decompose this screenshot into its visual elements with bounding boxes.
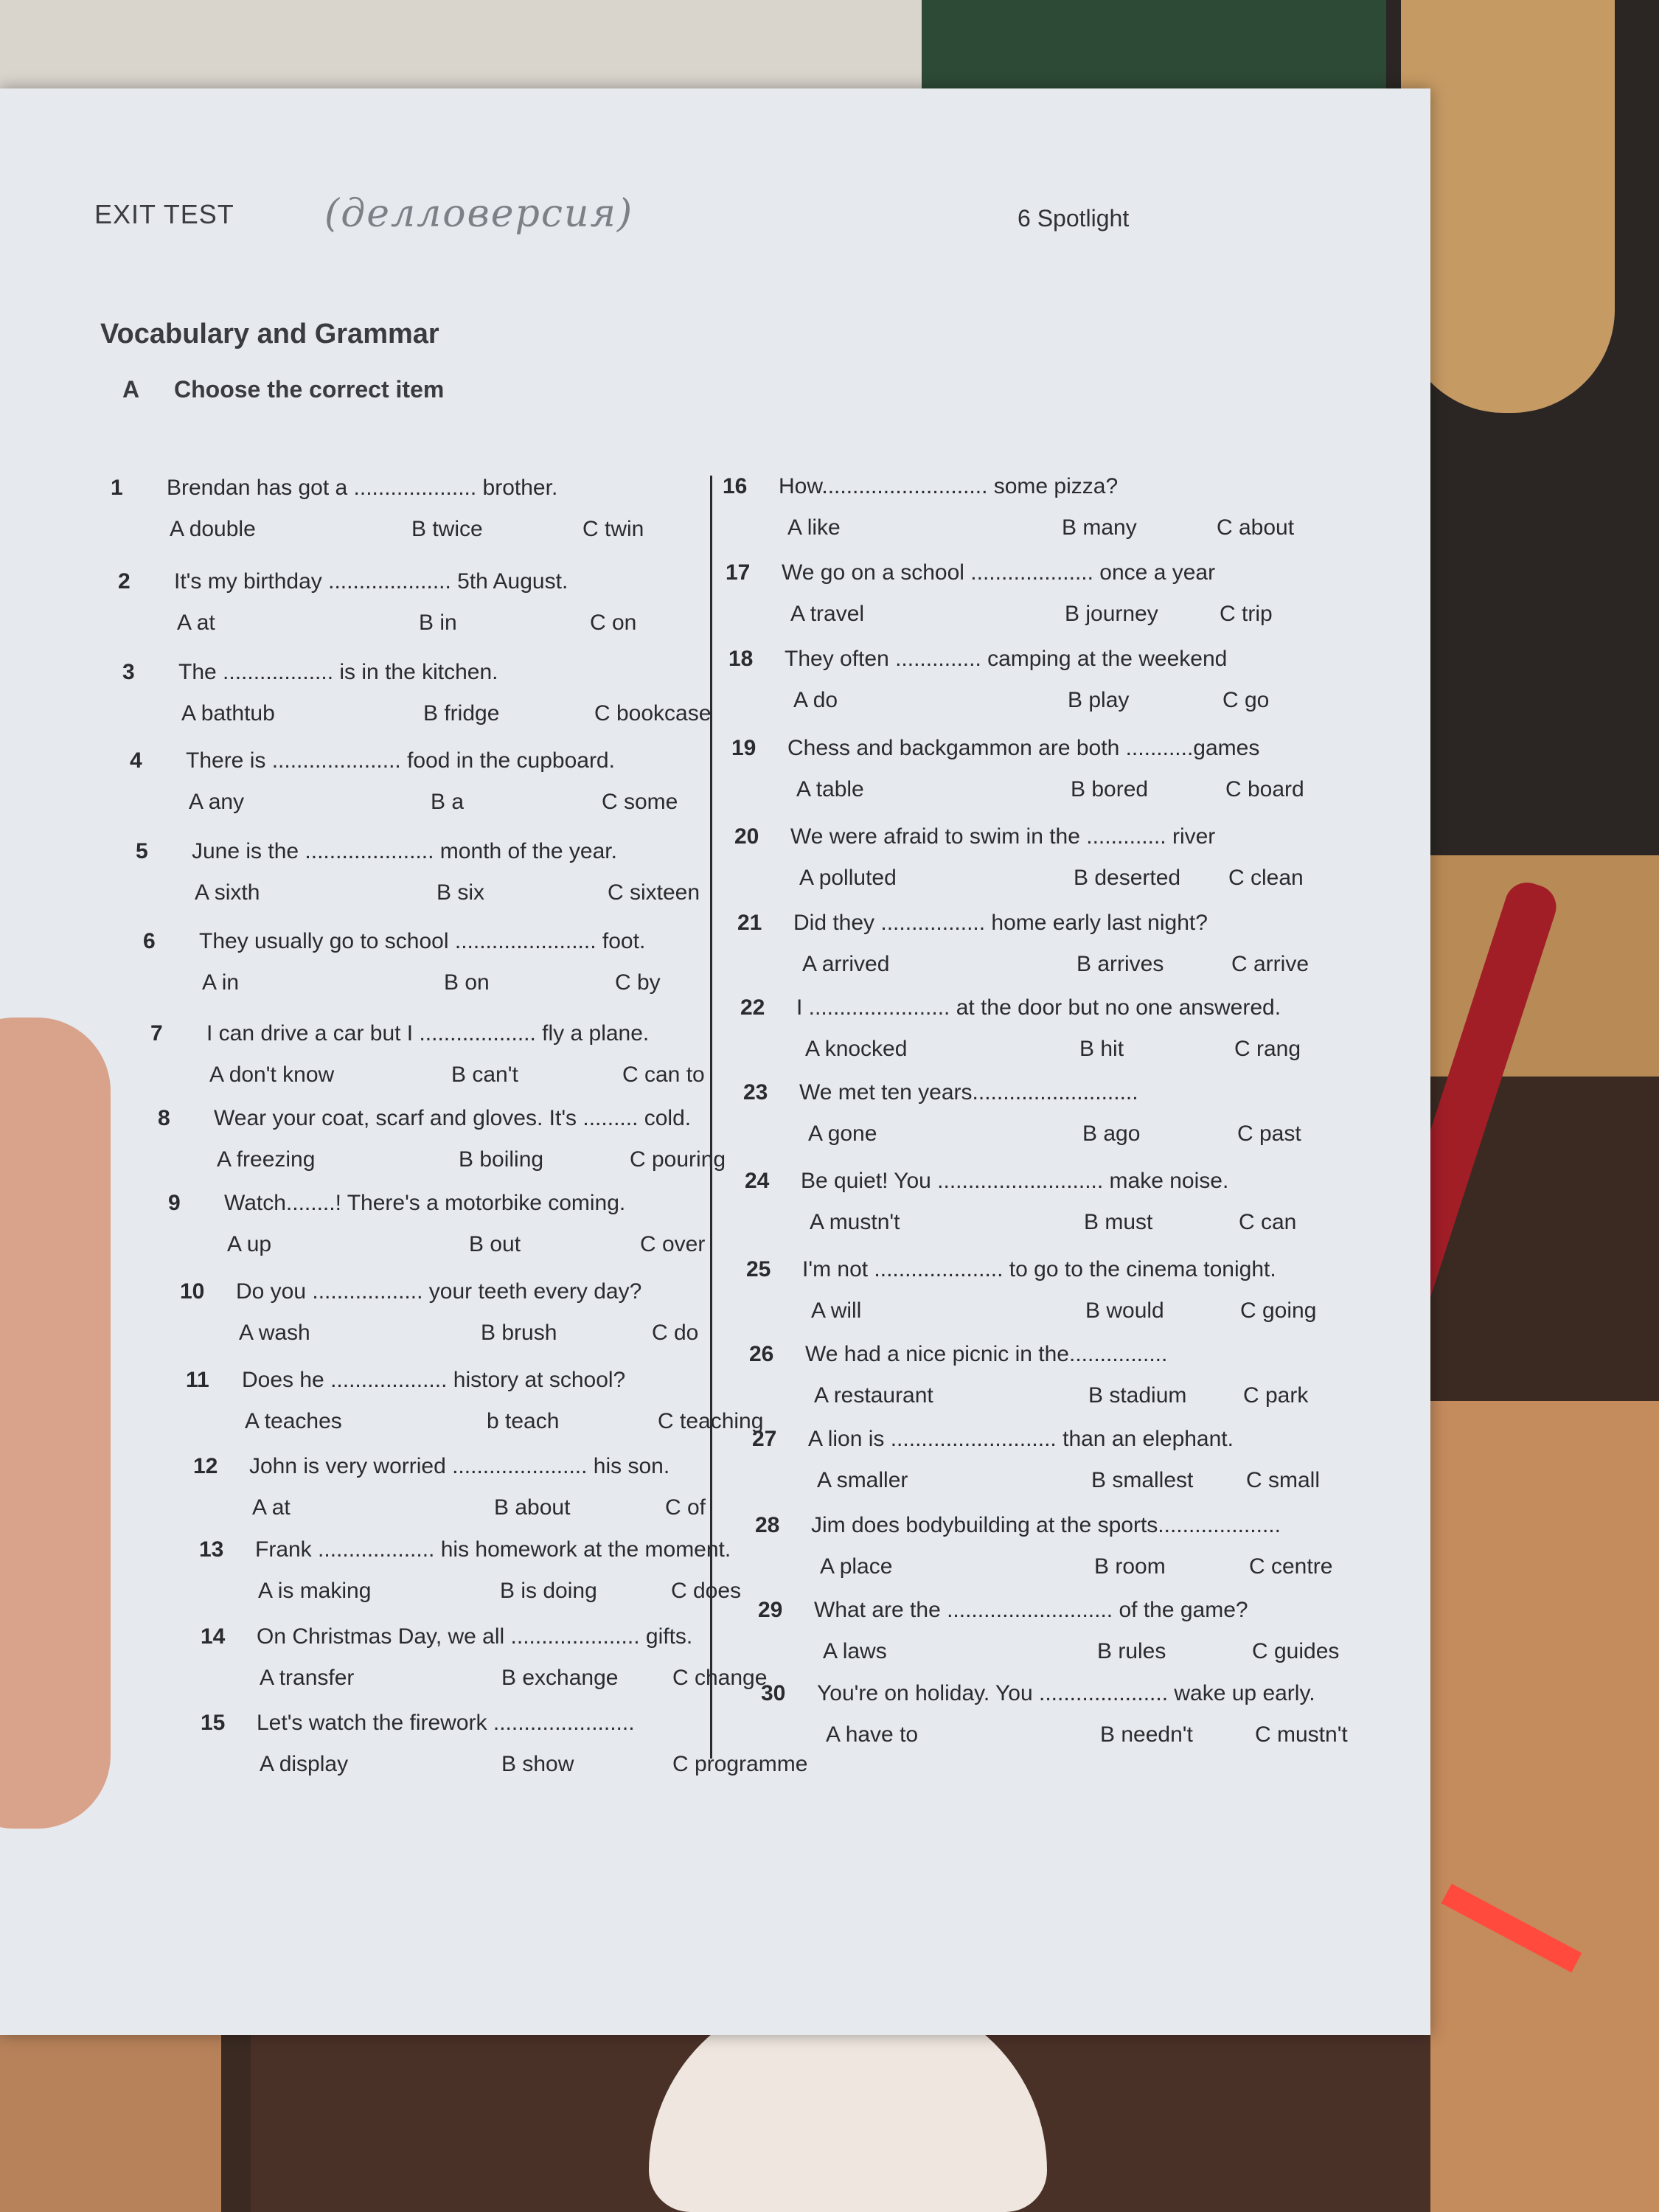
task-letter: A (122, 376, 140, 403)
answer-option-c[interactable]: C arrive (1231, 952, 1310, 976)
answer-option-b[interactable]: B boiling (459, 1147, 544, 1172)
answer-option-b[interactable]: B show (501, 1752, 574, 1776)
test-paper (0, 88, 1430, 2035)
question-number: 2 (118, 569, 131, 594)
answer-option-a[interactable]: A bathtub (181, 701, 275, 726)
question-stem: Did they ................. home early last night? (793, 911, 1208, 935)
question-18 (728, 647, 1304, 720)
question-11 (186, 1368, 764, 1441)
question-2 (118, 569, 693, 643)
question-stem: It's my birthday .................... 5th August. (174, 569, 568, 594)
answer-option-b[interactable]: B can't (451, 1062, 518, 1087)
answer-option-c[interactable]: C guides (1252, 1639, 1340, 1663)
question-number: 13 (199, 1537, 224, 1562)
question-number: 17 (726, 560, 751, 585)
question-5 (136, 839, 711, 913)
answer-option-a[interactable]: A knocked (805, 1037, 908, 1061)
answer-option-a[interactable]: A double (170, 517, 256, 541)
answer-option-a[interactable]: A up (227, 1232, 272, 1256)
answer-option-c[interactable]: C trip (1220, 602, 1273, 626)
answer-option-c[interactable]: C go (1222, 688, 1270, 712)
answer-option-a[interactable]: A smaller (817, 1468, 908, 1492)
answer-option-c[interactable]: C clean (1228, 866, 1304, 890)
answer-option-c[interactable]: C programme (672, 1752, 808, 1776)
question-number: 5 (136, 839, 148, 863)
answer-option-a[interactable]: A transfer (260, 1666, 355, 1690)
answer-option-b[interactable]: B hit (1079, 1037, 1124, 1061)
answer-option-b[interactable]: b teach (487, 1409, 560, 1433)
question-number: 7 (150, 1021, 163, 1046)
question-17 (726, 560, 1301, 634)
answer-option-c[interactable]: C mustn't (1255, 1722, 1348, 1747)
answer-option-c[interactable]: C can (1239, 1210, 1297, 1234)
question-stem: I'm not ..................... to go to the cinema tonight. (802, 1257, 1276, 1281)
question-15 (201, 1711, 808, 1784)
question-23 (743, 1080, 1318, 1154)
question-13 (199, 1537, 774, 1611)
section-title: Vocabulary and Grammar (100, 319, 439, 349)
answer-option-b[interactable]: B six (437, 880, 485, 905)
question-number: 19 (731, 736, 757, 760)
background-hair (1401, 0, 1615, 413)
question-stem: Frank ................... his homework at the moment. (255, 1537, 731, 1562)
answer-option-a[interactable]: A is making (258, 1579, 372, 1603)
question-number: 23 (743, 1080, 768, 1105)
question-number: 21 (737, 911, 762, 935)
answer-option-b[interactable]: B rules (1097, 1639, 1166, 1663)
question-26 (749, 1342, 1324, 1416)
answer-option-b[interactable]: B stadium (1088, 1383, 1187, 1408)
question-number: 28 (755, 1513, 780, 1537)
answer-option-c[interactable]: C of (665, 1495, 706, 1520)
question-stem: The .................. is in the kitchen. (178, 660, 498, 684)
question-number: 12 (193, 1454, 218, 1478)
answer-option-b[interactable]: B out (469, 1232, 521, 1256)
question-9 (168, 1191, 743, 1265)
answer-option-a[interactable]: A do (793, 688, 838, 712)
answer-option-a[interactable]: A like (787, 515, 841, 540)
question-number: 27 (752, 1427, 777, 1451)
answer-option-b[interactable]: B fridge (423, 701, 500, 726)
answer-option-b[interactable]: B on (444, 970, 490, 995)
answer-option-a[interactable]: A travel (790, 602, 865, 626)
answer-option-c[interactable]: C teaching (658, 1409, 764, 1433)
question-4 (130, 748, 705, 822)
answer-option-b[interactable]: B exchange (501, 1666, 619, 1690)
answer-option-c[interactable]: C over (640, 1232, 706, 1256)
question-number: 18 (728, 647, 754, 671)
question-number: 20 (734, 824, 759, 849)
question-number: 22 (740, 995, 765, 1020)
answer-option-c[interactable]: C about (1217, 515, 1295, 540)
answer-option-a[interactable]: A wash (239, 1321, 310, 1345)
question-22 (740, 995, 1315, 1069)
question-number: 9 (168, 1191, 181, 1215)
answer-option-c[interactable]: C pouring (630, 1147, 726, 1172)
question-stem: Brendan has got a .................... brother. (167, 476, 558, 500)
question-stem: Watch........! There's a motorbike coming. (224, 1191, 626, 1215)
answer-option-a[interactable]: A have to (826, 1722, 919, 1747)
question-stem: We had a nice picnic in the................ (805, 1342, 1168, 1366)
answer-option-a[interactable]: A gone (808, 1121, 877, 1146)
question-number: 25 (746, 1257, 771, 1281)
question-stem: Do you .................. your teeth every day? (236, 1279, 642, 1304)
question-12 (193, 1454, 768, 1528)
question-stem: On Christmas Day, we all ..................... gifts. (257, 1624, 693, 1649)
answer-option-c[interactable]: C centre (1249, 1554, 1333, 1579)
question-stem: June is the ..................... month of the year. (192, 839, 617, 863)
answer-option-b[interactable]: B brush (481, 1321, 557, 1345)
answer-option-c[interactable]: C bookcase (594, 701, 712, 726)
question-stem: They often .............. camping at the weekend (785, 647, 1228, 671)
question-stem: Jim does bodybuilding at the sports.................... (811, 1513, 1281, 1537)
answer-option-b[interactable]: B must (1084, 1210, 1153, 1234)
question-1 (111, 476, 686, 549)
question-stem: You're on holiday. You ..................... wake up early. (817, 1681, 1315, 1705)
answer-option-b[interactable]: B needn't (1100, 1722, 1193, 1747)
answer-option-c[interactable]: C park (1243, 1383, 1309, 1408)
question-21 (737, 911, 1312, 984)
question-stem: Be quiet! You ........................... make noise. (801, 1169, 1229, 1193)
question-stem: We go on a school .................... once a year (782, 560, 1216, 585)
answer-option-c[interactable]: C some (602, 790, 678, 814)
question-stem: We were afraid to swim in the ............. river (790, 824, 1216, 849)
question-27 (752, 1427, 1327, 1500)
question-number: 3 (122, 660, 135, 684)
answer-option-c[interactable]: C going (1240, 1298, 1317, 1323)
question-stem: I can drive a car but I ................... fly a plane. (206, 1021, 650, 1046)
answer-option-b[interactable]: B bored (1071, 777, 1149, 801)
answer-option-a[interactable]: A polluted (799, 866, 897, 890)
question-number: 14 (201, 1624, 226, 1649)
answer-option-a[interactable]: A don't know (209, 1062, 335, 1087)
question-stem: Wear your coat, scarf and gloves. It's ......... cold. (214, 1106, 692, 1130)
answer-option-b[interactable]: B many (1062, 515, 1137, 540)
answer-option-a[interactable]: A will (811, 1298, 862, 1323)
answer-option-c[interactable]: C twin (582, 517, 644, 541)
answer-option-a[interactable]: A laws (823, 1639, 887, 1663)
question-number: 11 (186, 1368, 209, 1392)
answer-option-b[interactable]: B smallest (1091, 1468, 1194, 1492)
answer-option-b[interactable]: B deserted (1074, 866, 1181, 890)
question-stem: They usually go to school ....................... foot. (199, 929, 646, 953)
question-25 (746, 1257, 1321, 1331)
question-stem: I ....................... at the door but no one answered. (796, 995, 1281, 1020)
answer-option-a[interactable]: A restaurant (814, 1383, 933, 1408)
test-title: EXIT TEST (94, 199, 234, 229)
answer-option-b[interactable]: B is doing (500, 1579, 597, 1603)
question-number: 16 (723, 474, 748, 498)
question-stem: John is very worried ...................... his son. (249, 1454, 670, 1478)
question-14 (201, 1624, 776, 1698)
background-desk-right (1401, 1401, 1659, 2212)
answer-option-b[interactable]: B about (494, 1495, 571, 1520)
answer-option-a[interactable]: A any (189, 790, 245, 814)
question-29 (758, 1598, 1340, 1672)
answer-option-a[interactable]: A place (820, 1554, 893, 1579)
answer-option-c[interactable]: C can to (622, 1062, 705, 1087)
question-19 (731, 736, 1307, 810)
answer-option-c[interactable]: C past (1237, 1121, 1301, 1146)
answer-option-a[interactable]: A display (260, 1752, 349, 1776)
question-number: 8 (158, 1106, 170, 1130)
answer-option-c[interactable]: C board (1225, 777, 1304, 801)
answer-option-a[interactable]: A at (252, 1495, 291, 1520)
answer-option-a[interactable]: A teaches (245, 1409, 342, 1433)
answer-option-a[interactable]: A table (796, 777, 864, 801)
question-stem: Does he ................... history at school? (242, 1368, 626, 1392)
answer-option-c[interactable]: C on (590, 611, 637, 635)
question-number: 30 (761, 1681, 786, 1705)
handwritten-note: (делловерсия) (324, 192, 634, 236)
question-20 (734, 824, 1310, 898)
question-number: 1 (111, 476, 123, 500)
answer-option-c[interactable]: C change (672, 1666, 768, 1690)
answer-option-b[interactable]: B journey (1065, 602, 1158, 626)
question-number: 4 (130, 748, 142, 773)
answer-option-a[interactable]: A in (202, 970, 240, 995)
answer-option-b[interactable]: B in (419, 611, 457, 635)
answer-option-c[interactable]: C sixteen (608, 880, 700, 905)
question-number: 6 (143, 929, 156, 953)
question-8 (158, 1106, 733, 1180)
background-hand (0, 1018, 111, 1829)
answer-option-c[interactable]: C by (615, 970, 661, 995)
course-level: 6 Spotlight (1018, 205, 1130, 232)
question-stem: What are the ........................... of the game? (814, 1598, 1248, 1622)
question-6 (143, 929, 718, 1003)
answer-option-b[interactable]: B arrives (1077, 952, 1164, 976)
question-28 (755, 1513, 1333, 1587)
answer-option-a[interactable]: A freezing (217, 1147, 316, 1172)
question-stem: We met ten years........................... (799, 1080, 1138, 1105)
answer-option-b[interactable]: B ago (1082, 1121, 1141, 1146)
answer-option-b[interactable]: B twice (411, 517, 483, 541)
question-24 (745, 1169, 1320, 1242)
answer-option-b[interactable]: B play (1068, 688, 1130, 712)
question-30 (761, 1681, 1348, 1755)
answer-option-b[interactable]: B would (1085, 1298, 1164, 1323)
question-number: 24 (745, 1169, 770, 1193)
question-stem: A lion is ........................... than an elephant. (808, 1427, 1234, 1451)
answer-option-a[interactable]: A arrived (802, 952, 890, 976)
answer-option-a[interactable]: A mustn't (810, 1210, 900, 1234)
question-16 (723, 474, 1298, 548)
answer-option-c[interactable]: C does (671, 1579, 742, 1603)
question-number: 10 (180, 1279, 205, 1304)
answer-option-c[interactable]: C rang (1234, 1037, 1301, 1061)
answer-option-c[interactable]: C small (1246, 1468, 1321, 1492)
question-3 (122, 660, 712, 734)
question-10 (180, 1279, 755, 1353)
task-title: Choose the correct item (174, 376, 445, 403)
answer-option-b[interactable]: B a (431, 790, 465, 814)
question-number: 15 (201, 1711, 226, 1735)
answer-option-a[interactable]: A sixth (195, 880, 260, 905)
question-stem: How........................... some pizza? (779, 474, 1119, 498)
question-stem: Let's watch the firework ....................... (257, 1711, 635, 1735)
question-stem: Chess and backgammon are both ...........games (787, 736, 1260, 760)
answer-option-b[interactable]: B room (1094, 1554, 1166, 1579)
question-number: 29 (758, 1598, 783, 1622)
question-number: 26 (749, 1342, 774, 1366)
question-stem: There is ..................... food in the cupboard. (186, 748, 615, 773)
answer-option-a[interactable]: A at (177, 611, 215, 635)
question-7 (150, 1021, 726, 1095)
answer-option-c[interactable]: C do (652, 1321, 699, 1345)
